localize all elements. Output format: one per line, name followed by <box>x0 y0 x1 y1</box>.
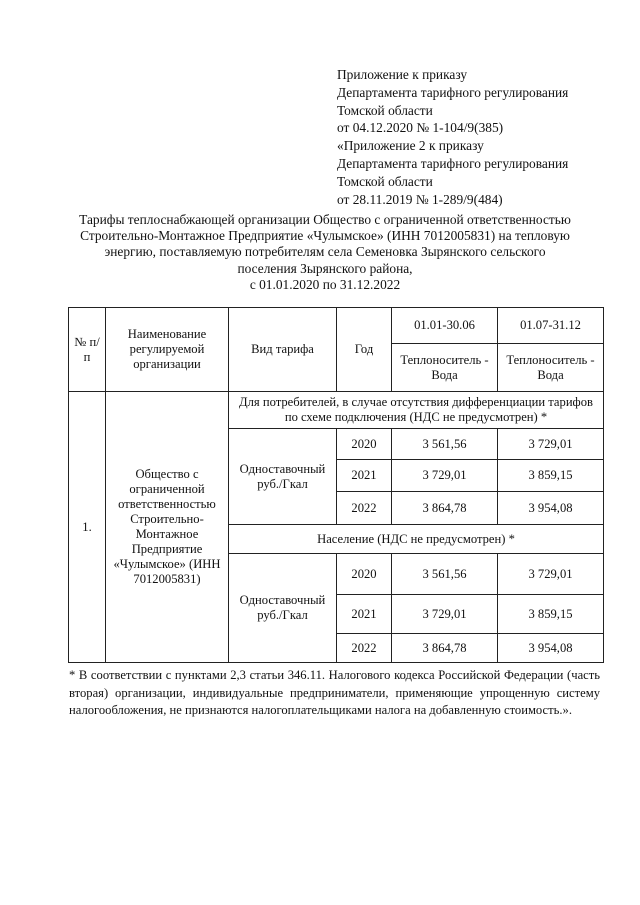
title-line: поселения Зырянского района, <box>237 260 413 276</box>
appendix-header <box>337 66 568 208</box>
appendix-line: от 28.11.2019 № 1-289/9(484) <box>337 191 503 207</box>
appendix-line: «Приложение 2 к приказу <box>337 138 484 154</box>
header-organization: Наименование регулируемой организации <box>106 308 229 392</box>
title-line: энергию, поставляемую потребителям села Семеновка Зырянского сельского <box>104 244 546 260</box>
value-cell: 3 859,15 <box>498 595 604 634</box>
appendix-line: Томской области <box>337 102 433 118</box>
value-cell: 3 729,01 <box>498 429 604 460</box>
appendix-line: Департамента тарифного регулирования <box>337 84 569 100</box>
value-cell: 3 729,01 <box>392 595 498 634</box>
header-num: № п/п <box>69 308 106 392</box>
tariff-type-cell: Одноставочный руб./Гкал <box>229 554 337 663</box>
value-cell: 3 561,56 <box>392 554 498 595</box>
header-year: Год <box>337 308 392 392</box>
header-period-2: 01.07-31.12 <box>498 308 604 344</box>
header-carrier-1: Теплоноситель - Вода <box>392 344 498 392</box>
value-cell: 3 954,08 <box>498 492 604 525</box>
tariff-type-cell: Одноставочный руб./Гкал <box>229 429 337 525</box>
value-cell: 3 954,08 <box>498 634 604 663</box>
value-cell: 3 561,56 <box>392 429 498 460</box>
organization-name: Общество с ограниченной ответственностью Строительно-Монтажное Предприятие «Чулымское» (ИНН 7012005831) <box>106 392 229 663</box>
year-cell: 2021 <box>337 595 392 634</box>
row-number: 1. <box>69 392 106 663</box>
value-cell: 3 864,78 <box>392 634 498 663</box>
value-cell: 3 729,01 <box>498 554 604 595</box>
value-cell: 3 864,78 <box>392 492 498 525</box>
footnote: * В соответствии с пунктами 2,3 статьи 346.11. Налогового кодекса Российской Федерации (часть вторая) организации, индивидуальные предприниматели, применяющие упрощенную систему налогообложения, не признаются налогоплательщиками налога на добавленную стоимость.». <box>69 668 600 718</box>
title-line: с 01.01.2020 по 31.12.2022 <box>249 276 401 292</box>
header-period-1: 01.01-30.06 <box>392 308 498 344</box>
header-tariff-type: Вид тарифа <box>229 308 337 392</box>
tariff-table <box>68 307 604 663</box>
section-heading: Для потребителей, в случае отсутствия дифференциации тарифов по схеме подключения (НДС не предусмотрен) * <box>229 392 604 429</box>
year-cell: 2022 <box>337 634 392 663</box>
appendix-line: Департамента тарифного регулирования <box>337 155 569 171</box>
value-cell: 3 729,01 <box>392 460 498 492</box>
title-line: Строительно-Монтажное Предприятие «Чулымское» (ИНН 7012005831) на тепловую <box>80 228 570 244</box>
section-heading: Население (НДС не предусмотрен) * <box>229 525 604 554</box>
year-cell: 2020 <box>337 429 392 460</box>
year-cell: 2022 <box>337 492 392 525</box>
appendix-line: Томской области <box>337 173 433 189</box>
appendix-line: Приложение к приказу <box>337 67 468 82</box>
document-title <box>60 212 590 293</box>
year-cell: 2021 <box>337 460 392 492</box>
header-carrier-2: Теплоноситель - Вода <box>498 344 604 392</box>
value-cell: 3 859,15 <box>498 460 604 492</box>
appendix-line: от 04.12.2020 № 1-104/9(385) <box>337 120 504 136</box>
year-cell: 2020 <box>337 554 392 595</box>
title-line: Тарифы теплоснабжающей организации Общество с ограниченной ответственностью <box>79 212 571 227</box>
